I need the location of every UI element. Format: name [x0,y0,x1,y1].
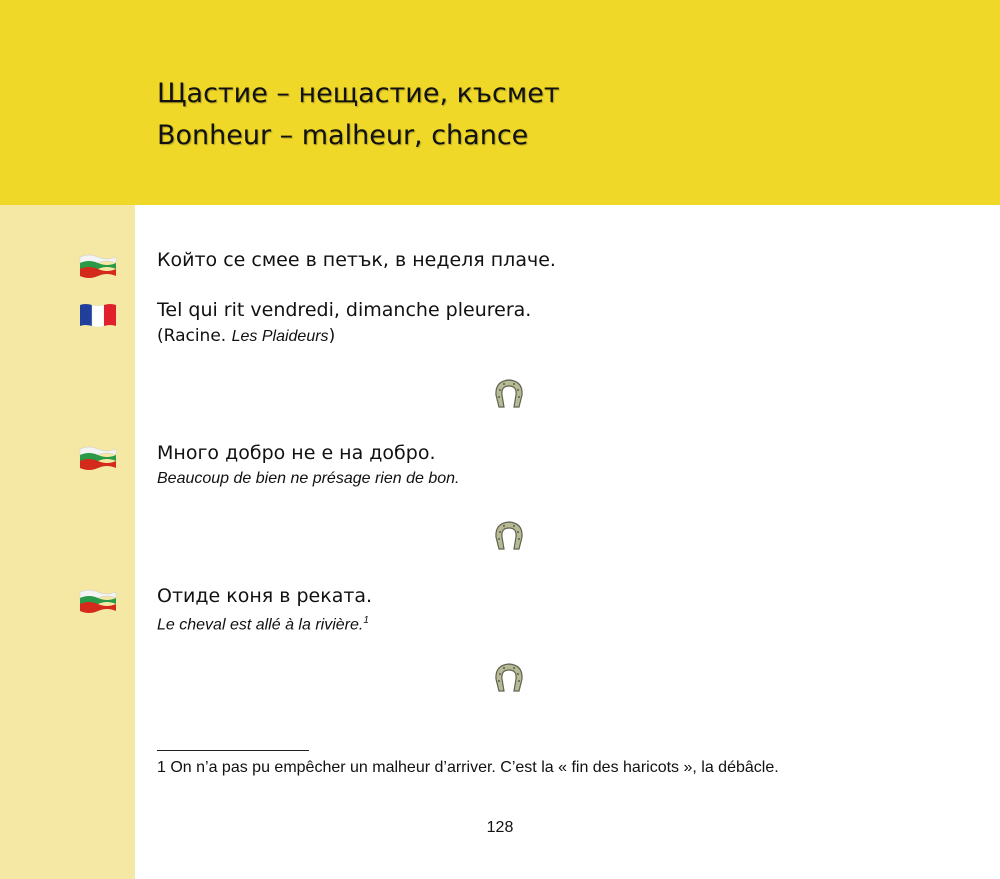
header-band [0,0,1000,205]
page-number: 128 [486,819,514,836]
bulgarian-flag-icon [79,588,117,614]
proverb-text: Tel qui rit vendredi, dimanche pleurera. [157,299,532,321]
horseshoe-icon [491,517,527,553]
reference-open: (Racine. [157,326,232,346]
proverb-text: Много добро не е на добро. [157,442,436,464]
horseshoe-icon [491,659,527,695]
footnote-rule [157,750,309,751]
proverb-translation: Le cheval est allé à la rivière. [157,616,364,634]
proverb-text: Който се смее в петък, в неделя плаче. [157,249,556,271]
horseshoe-icon [491,375,527,411]
proverb-text: Отиде коня в реката. [157,585,373,607]
bulgarian-flag-icon [79,253,117,279]
footnote-marker[interactable]: 1 [363,615,369,626]
proverb-translation-line [157,609,369,637]
bulgarian-flag-icon [79,445,117,471]
title-bulgarian: Щастие – нещастие, късмет [157,78,560,109]
title-french: Bonheur – malheur, chance [157,120,529,151]
proverb-translation: Beaucoup de bien ne présage rien de bon. [157,470,460,487]
reference-close: ) [328,326,336,346]
proverb-reference [157,324,335,349]
footnote-text: 1 On n’a pas pu empêcher un malheur d’arriver. C’est la « fin des haricots », la débâcle. [157,759,779,776]
french-flag-icon [79,302,117,328]
reference-work: Les Plaideurs [231,328,329,345]
